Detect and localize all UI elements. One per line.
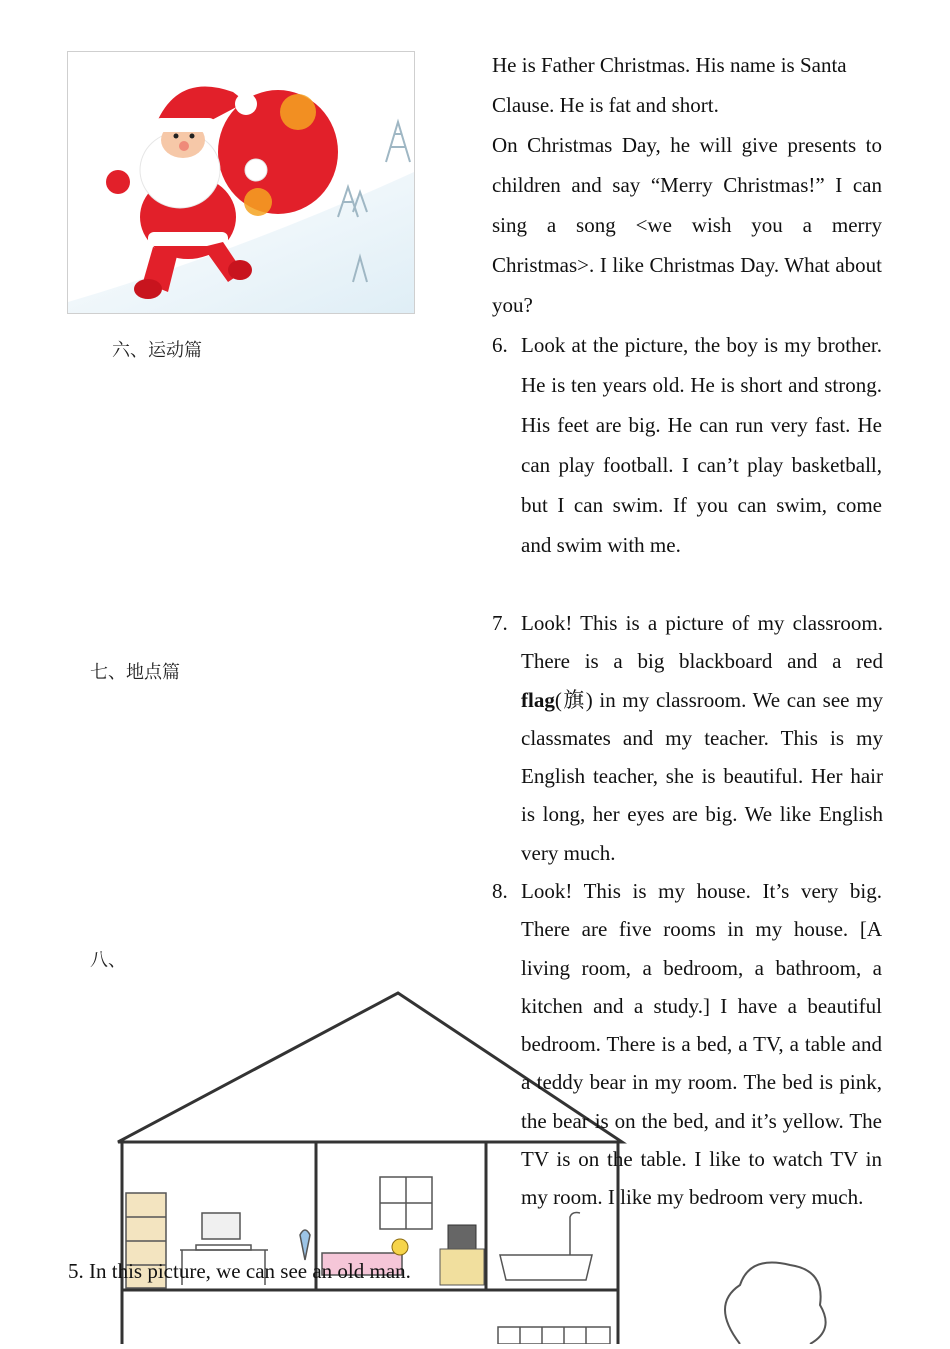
item-8-number: 8.	[492, 879, 508, 903]
heading-places: 七、地点篇	[90, 662, 180, 682]
item-7-bold-word: flag	[521, 687, 555, 712]
item-6-text: Look at the picture, the boy is my brother. He is ten years old. He is short and strong. His feet are big. He can run very fast. He can play football. I can’t play basketball, but I can swim. If you can swim, come and swim with me.	[521, 333, 882, 557]
item-8-text: Look! This is my house. It’s very big. There are five rooms in my house. [A living room, a bedroom, a bathroom, a kitchen and a study.] I have a beautiful bedroom. There is a bed, a TV, a table and a teddy bear in my room. The bed is pink, the bear is on the bed, and it’s yellow. The TV is on the table. I like to watch TV in my room. I like my bedroom very much.	[521, 879, 882, 1210]
item-6-number: 6.	[492, 333, 508, 357]
tree-icon	[725, 1263, 826, 1345]
item-7-number: 7.	[492, 611, 508, 635]
heading-sports: 六、运动篇	[112, 340, 202, 360]
santa-icon	[68, 52, 414, 313]
question-5: 5. In this picture, we can see an old man.	[68, 1259, 411, 1283]
item-7-text-start: Look! This is a picture of my classroom. There is a big blackboard and a red	[521, 611, 883, 674]
santa-text: On Christmas Day, he will give presents to children and say “Merry Christmas!” I can sing a song <we wish you a merry Christmas>. I like Christmas Day. What about you?	[492, 133, 882, 317]
santa-paragraph	[492, 45, 882, 325]
item-7-text	[521, 604, 883, 872]
item-7-text-end: (旗) in my classroom. We can see my classmates and my teacher. This is my English teacher, she is beautiful. Her hair is long, her eyes are big. We like English very much.	[521, 687, 883, 865]
heading-eight: 八、	[90, 950, 126, 970]
santa-line-1: He is Father Christmas. His name is Santa	[492, 53, 847, 77]
santa-illustration	[67, 51, 415, 314]
santa-line-2: Clause. He is fat and short.	[492, 93, 719, 117]
